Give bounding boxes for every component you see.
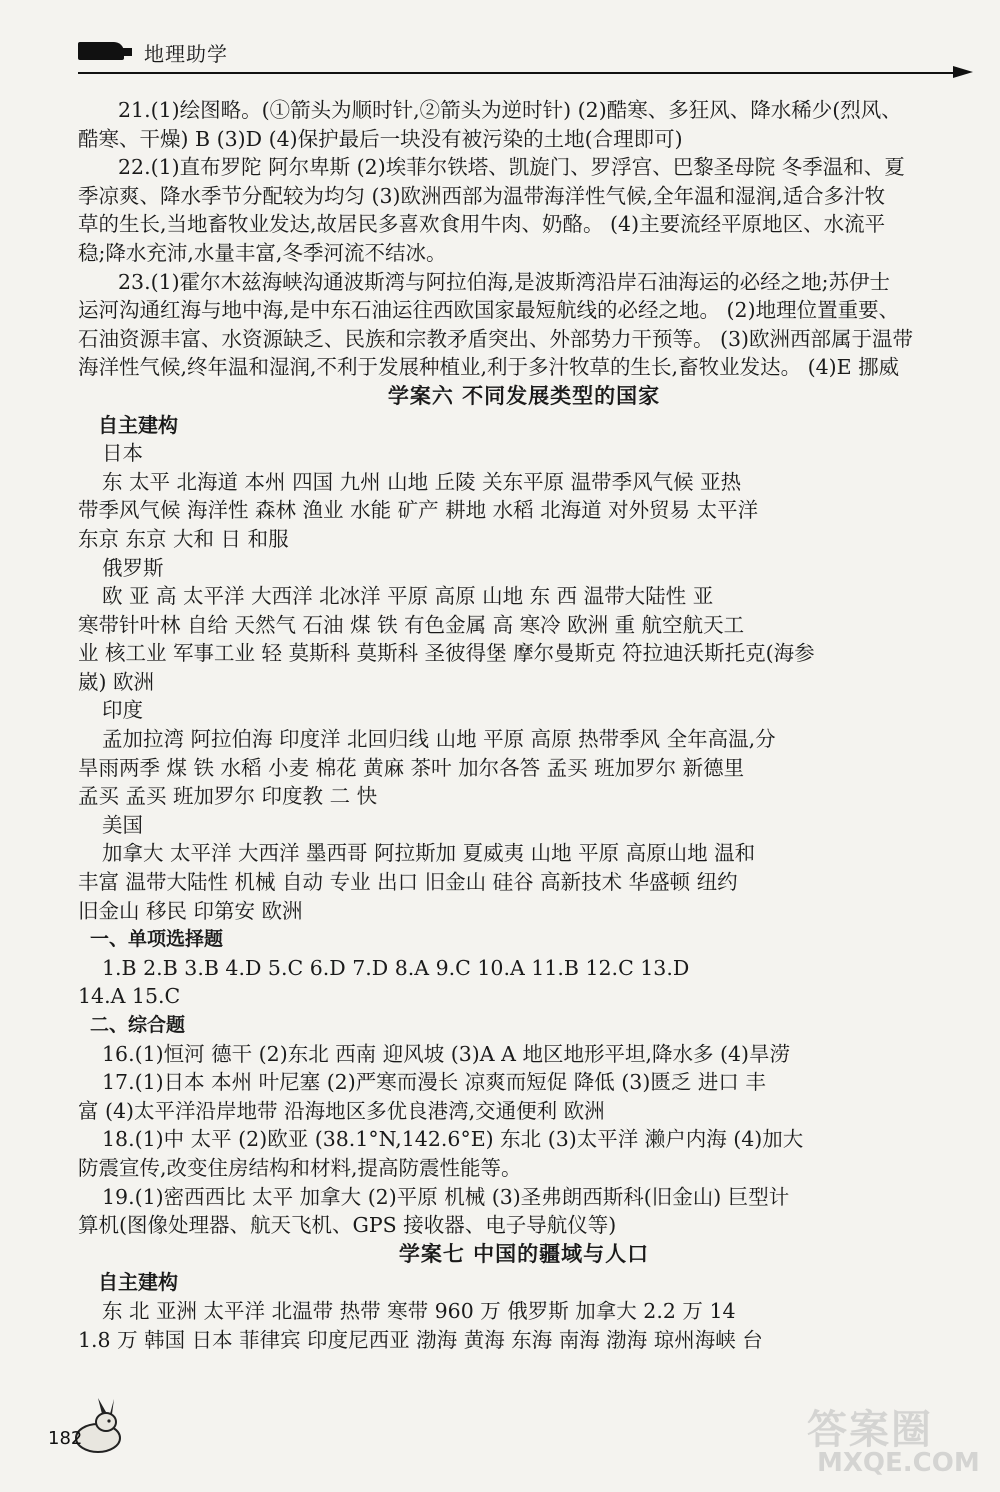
text-line: 23.(1)霍尔木兹海峡沟通波斯湾与阿拉伯海,是波斯湾沿岸石油海运的必经之地;苏伊士 xyxy=(118,269,891,294)
header-mark-icon xyxy=(78,42,124,60)
watermark-logo xyxy=(795,1398,985,1488)
text-line: 旱雨两季 煤 铁 水稻 小麦 棉花 黄麻 茶叶 加尔各答 孟买 班加罗尔 新德里 xyxy=(78,755,745,780)
text-line: 加拿大 太平洋 大西洋 墨西哥 阿拉斯加 夏威夷 山地 平原 高原山地 温和 xyxy=(102,841,756,866)
text-line: 孟加拉湾 阿拉伯海 印度洋 北回归线 山地 平原 高原 热带季风 全年高温,分 xyxy=(102,727,776,752)
text-line: 1.B 2.B 3.B 4.D 5.C 6.D 7.D 8.A 9.C 10.A 11.B 12.C 13.D xyxy=(102,955,690,980)
text-line: 22.(1)直布罗陀 阿尔卑斯 (2)埃菲尔铁塔、凯旋门、罗浮宫、巴黎圣母院 冬季温和、夏 xyxy=(118,155,905,180)
subsection-heading: 一、单项选择题 xyxy=(90,928,224,951)
text-line: 季凉爽、降水季节分配较为均匀 (3)欧洲西部为温带海洋性气候,全年温和湿润,适合多汁牧 xyxy=(78,183,886,208)
text-line: 俄罗斯 xyxy=(102,555,164,580)
watermark-text: 答案圈 xyxy=(807,1407,933,1453)
header-arrow-icon xyxy=(953,66,973,78)
watermark-url: MXQE.COM xyxy=(817,1448,980,1478)
text-line: 运河沟通红海与地中海,是中东石油运往西欧国家最短航线的必经之地。 (2)地理位置重要、 xyxy=(78,298,900,323)
text-line: 19.(1)密西西比 太平 加拿大 (2)平原 机械 (3)圣弗朗西斯科(旧金山) 巨型计 xyxy=(102,1184,790,1209)
subsection-heading: 二、综合题 xyxy=(90,1014,186,1036)
text-line: 欧 亚 高 太平洋 大西洋 北冰洋 平原 高原 山地 东 西 温带大陆性 亚 xyxy=(102,584,714,609)
text-line: 石油资源丰富、水资源缺乏、民族和宗教矛盾突出、外部势力干预等。 (3)欧洲西部属于温带 xyxy=(78,326,914,351)
text-line: 算机(图像处理器、航天飞机、GPS 接收器、电子导航仪等) xyxy=(78,1213,617,1238)
subsection-heading: 自主建构 xyxy=(98,1270,178,1295)
section-title: 学案七 中国的疆域与人口 xyxy=(398,1241,650,1266)
text-line: 业 核工业 军事工业 轻 莫斯科 莫斯科 圣彼得堡 摩尔曼斯克 符拉迪沃斯托克(海参 xyxy=(78,641,815,666)
text-line: 18.(1)中 太平 (2)欧亚 (38.1°N,142.6°E) 东北 (3)太平洋 濑户内海 (4)加大 xyxy=(102,1127,804,1152)
header-rule xyxy=(78,72,958,74)
text-line: 日本 xyxy=(102,441,143,466)
text-line: 丰富 温带大陆性 机械 自动 专业 出口 旧金山 硅谷 高新技术 华盛顿 纽约 xyxy=(78,870,738,895)
text-line: 孟买 孟买 班加罗尔 印度教 二 快 xyxy=(78,784,378,809)
text-line: 1.8 万 韩国 日本 菲律宾 印度尼西亚 渤海 黄海 东海 南海 渤海 琼州海峡 台 xyxy=(78,1327,763,1352)
text-line: 富 (4)太平洋沿岸地带 沿海地区多优良港湾,交通便利 欧洲 xyxy=(78,1098,605,1123)
text-line: 稳;降水充沛,水量丰富,冬季河流不结冰。 xyxy=(78,240,447,265)
text-line: 带季风气候 海洋性 森林 渔业 水能 矿产 耕地 水稻 北海道 对外贸易 太平洋 xyxy=(78,498,759,523)
text-line: 印度 xyxy=(102,698,143,723)
subsection-heading: 自主建构 xyxy=(98,412,178,437)
text-line: 16.(1)恒河 德干 (2)东北 西南 迎风坡 (3)A A 地区地形平坦,降水多 (4)旱涝 xyxy=(102,1041,791,1066)
text-line: 草的生长,当地畜牧业发达,故居民多喜欢食用牛肉、奶酪。 (4)主要流经平原地区、水流平 xyxy=(78,212,886,237)
answer-text xyxy=(78,96,970,1354)
text-line: 酷寒、干燥) B (3)D (4)保护最后一块没有被污染的土地(合理即可) xyxy=(78,126,683,151)
text-line: 东京 东京 大和 日 和服 xyxy=(78,526,289,551)
page-header xyxy=(78,34,973,74)
text-line: 东 北 亚洲 太平洋 北温带 热带 寒带 960 万 俄罗斯 加拿大 2.2 万 14 xyxy=(102,1298,736,1323)
text-line: 14.A 15.C xyxy=(78,984,181,1009)
text-line: 东 太平 北海道 本州 四国 九州 山地 丘陵 关东平原 温带季风气候 亚热 xyxy=(102,469,742,494)
text-line: 17.(1)日本 本州 叶尼塞 (2)严寒而漫长 凉爽而短促 降低 (3)匮乏 进口 丰 xyxy=(102,1070,766,1095)
text-line: 海洋性气候,终年温和湿润,不利于发展种植业,利于多汁牧草的生长,畜牧业发达。 (4)E 挪威 xyxy=(78,355,900,380)
header-title: 地理助学 xyxy=(144,42,228,66)
text-line: 美国 xyxy=(102,812,143,837)
text-line: 21.(1)绘图略。(①箭头为顺时针,②箭头为逆时针) (2)酷寒、多狂风、降水稀少(烈风、 xyxy=(118,98,902,122)
section-title: 学案六 不同发展类型的国家 xyxy=(387,383,661,408)
text-line: 寒带针叶林 自给 天然气 石油 煤 铁 有色金属 高 寒冷 欧洲 重 航空航天工 xyxy=(78,612,745,637)
page-number-badge xyxy=(40,1418,110,1468)
text-line: 崴) 欧洲 xyxy=(78,669,155,694)
page-number: 182 xyxy=(48,1428,83,1449)
text-line: 旧金山 移民 印第安 欧洲 xyxy=(78,898,303,923)
text-line: 防震宣传,改变住房结构和材料,提高防震性能等。 xyxy=(78,1155,522,1180)
